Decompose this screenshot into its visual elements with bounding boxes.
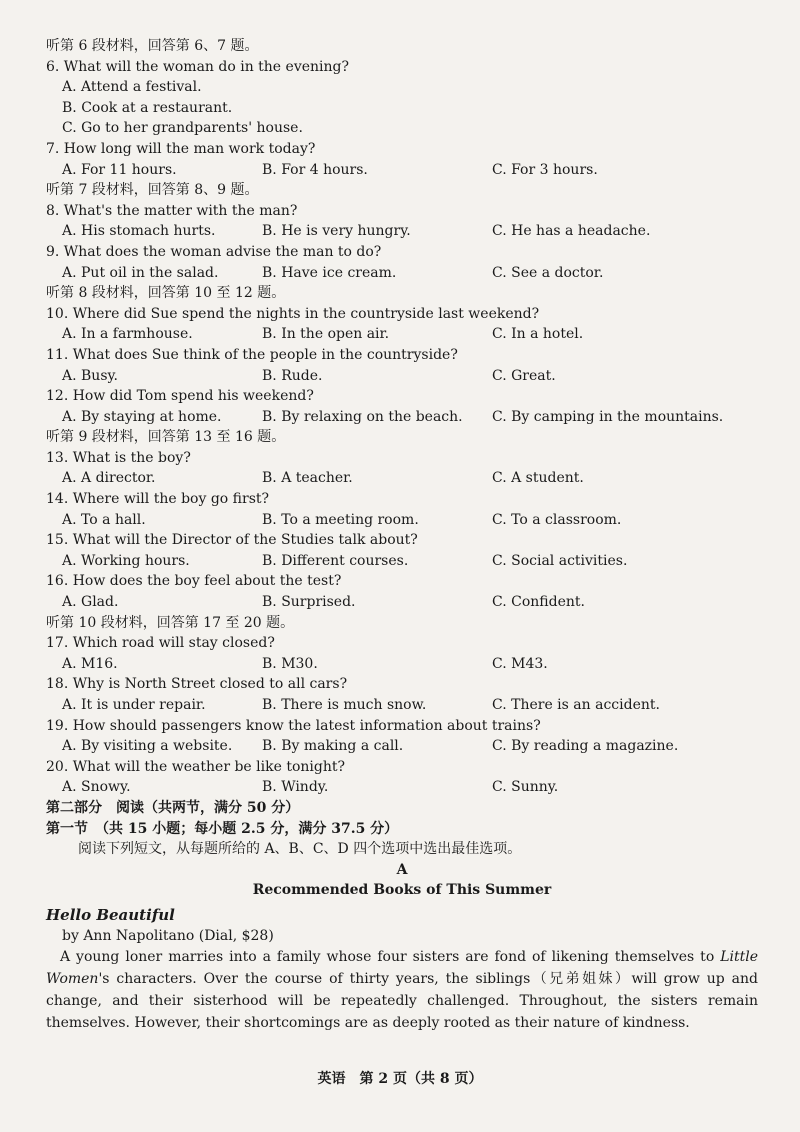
listening-group-header: 听第 10 段材料，回答第 17 至 20 题。 xyxy=(46,614,295,631)
answer-option: B. Have ice cream. xyxy=(262,264,397,281)
answer-option: A. It is under repair. xyxy=(62,697,206,713)
answer-option: A. In a farmhouse. xyxy=(62,326,193,343)
question-stem: 11. What does Sue think of the people in the countryside? xyxy=(46,346,458,363)
answer-option: B. M30. xyxy=(262,655,318,672)
answer-options-row xyxy=(46,592,758,613)
answer-option: B. There is much snow. xyxy=(262,697,427,713)
answer-option: A. M16. xyxy=(62,655,118,672)
answer-option: A. Snowy. xyxy=(62,779,131,796)
reading-instruction: 阅读下列短文，从每题所给的 A、B、C、D 四个选项中选出最佳选项。 xyxy=(78,841,522,858)
listening-group-header: 听第 8 段材料，回答第 10 至 12 题。 xyxy=(46,285,286,302)
answer-options-row xyxy=(46,468,758,489)
answer-option: B. Surprised. xyxy=(262,594,356,611)
book-paragraph-pre: A young loner marries into a family whose four sisters are fond of likening themselves to xyxy=(60,949,721,966)
answer-option: A. A director. xyxy=(62,470,156,487)
answer-options-row xyxy=(46,551,758,572)
listening-group-header: 听第 7 段材料，回答第 8、9 题。 xyxy=(46,182,259,199)
answer-option: C. A student. xyxy=(492,470,584,487)
passage-letter: A xyxy=(396,861,408,878)
answer-option: A. To a hall. xyxy=(62,511,146,528)
answer-option: A. Put oil in the salad. xyxy=(62,264,219,281)
question-stem: 13. What is the boy? xyxy=(46,449,191,466)
answer-options-row xyxy=(46,324,758,345)
question-stem: 12. How did Tom spend his weekend? xyxy=(46,388,314,405)
question-stem: 7. How long will the man work today? xyxy=(46,140,316,157)
answer-option: B. To a meeting room. xyxy=(262,511,419,528)
book-paragraph-post: 's characters. Over the course of thirty years, the siblings（兄弟姐妹）will grow up and change, and their sisterhood will be repeatedly challenged. Throughout, the sisters remain themselves. However, their shortcomings are as deeply rooted as their nature of kindness. xyxy=(46,971,758,1032)
answer-option: A. Busy. xyxy=(62,367,118,384)
answer-options-row xyxy=(46,160,758,181)
answer-options-row xyxy=(46,777,758,798)
question-stem: 10. Where did Sue spend the nights in the countryside last weekend? xyxy=(46,305,540,322)
question-stem: 15. What will the Director of the Studies talk about? xyxy=(46,532,418,549)
book-paragraph xyxy=(46,946,758,1034)
answer-option: B. A teacher. xyxy=(262,470,353,487)
book-byline: by Ann Napolitano (Dial, $28) xyxy=(62,927,274,944)
question-stem: 17. Which road will stay closed? xyxy=(46,635,275,652)
question-stem: 14. Where will the boy go first? xyxy=(46,491,270,508)
answer-option: C. Sunny. xyxy=(492,779,559,796)
answer-option: C. Great. xyxy=(492,367,556,384)
answer-option: A. His stomach hurts. xyxy=(62,223,216,240)
answer-options-row xyxy=(46,695,758,716)
answer-option: A. By staying at home. xyxy=(62,408,222,425)
answer-options-row xyxy=(46,221,758,242)
answer-options-row xyxy=(46,736,758,757)
book-title: Hello Beautiful xyxy=(46,905,175,924)
answer-option: C. See a doctor. xyxy=(492,264,604,281)
answer-option: B. Rude. xyxy=(262,367,323,384)
answer-option: C. To a classroom. xyxy=(492,511,622,528)
question-stem: 19. How should passengers know the latest information about trains? xyxy=(46,717,541,734)
answer-option: A. By visiting a website. xyxy=(62,738,233,755)
answer-option: C. In a hotel. xyxy=(492,326,584,343)
answer-option: A. For 11 hours. xyxy=(62,161,177,178)
answer-option: A. Attend a festival. xyxy=(62,79,202,96)
answer-options-row xyxy=(46,407,758,428)
passage-title: Recommended Books of This Summer xyxy=(252,882,552,899)
answer-option: B. He is very hungry. xyxy=(262,223,411,240)
answer-option: C. By reading a magazine. xyxy=(492,738,679,755)
answer-option: B. Cook at a restaurant. xyxy=(62,99,233,116)
answer-option: C. Confident. xyxy=(492,594,585,611)
answer-option: C. He has a headache. xyxy=(492,223,651,240)
answer-option: C. Social activities. xyxy=(492,552,628,569)
question-stem: 18. Why is North Street closed to all cars? xyxy=(46,676,348,693)
question-stem: 6. What will the woman do in the evening? xyxy=(46,58,350,75)
answer-option: B. In the open air. xyxy=(262,326,390,343)
exam-page xyxy=(46,36,758,1034)
answer-option: C. By camping in the mountains. xyxy=(492,408,724,425)
answer-option: B. Windy. xyxy=(262,779,329,796)
answer-options-row xyxy=(46,366,758,387)
answer-option: B. By making a call. xyxy=(262,738,404,755)
answer-option: A. Glad. xyxy=(62,594,119,611)
answer-option: B. Different courses. xyxy=(262,552,409,569)
page-footer: 英语 第 2 页（共 8 页） xyxy=(317,1071,483,1087)
answer-option: C. Go to her grandparents' house. xyxy=(62,120,303,137)
answer-option: C. There is an accident. xyxy=(492,697,660,713)
reading-section-title: 第一节 （共 15 小题；每小题 2.5 分，满分 37.5 分） xyxy=(46,820,399,837)
answer-option: B. By relaxing on the beach. xyxy=(262,408,463,425)
listening-section xyxy=(46,36,758,798)
answer-option: A. Working hours. xyxy=(62,552,190,569)
question-stem: 8. What's the matter with the man? xyxy=(46,202,298,219)
listening-group-header: 听第 6 段材料，回答第 6、7 题。 xyxy=(46,38,259,54)
question-stem: 20. What will the weather be like tonight? xyxy=(46,758,346,775)
answer-options-row xyxy=(46,654,758,675)
answer-option: B. For 4 hours. xyxy=(262,161,368,178)
answer-options-row xyxy=(46,263,758,284)
book-paragraph-italic: Little Women xyxy=(46,949,758,988)
listening-group-header: 听第 9 段材料，回答第 13 至 16 题。 xyxy=(46,429,286,446)
answer-option: C. For 3 hours. xyxy=(492,161,598,178)
answer-option: C. M43. xyxy=(492,655,548,672)
question-stem: 9. What does the woman advise the man to do? xyxy=(46,243,382,260)
reading-part-title: 第二部分 阅读（共两节，满分 50 分） xyxy=(46,799,300,816)
answer-options-row xyxy=(46,510,758,531)
question-stem: 16. How does the boy feel about the test? xyxy=(46,573,342,590)
